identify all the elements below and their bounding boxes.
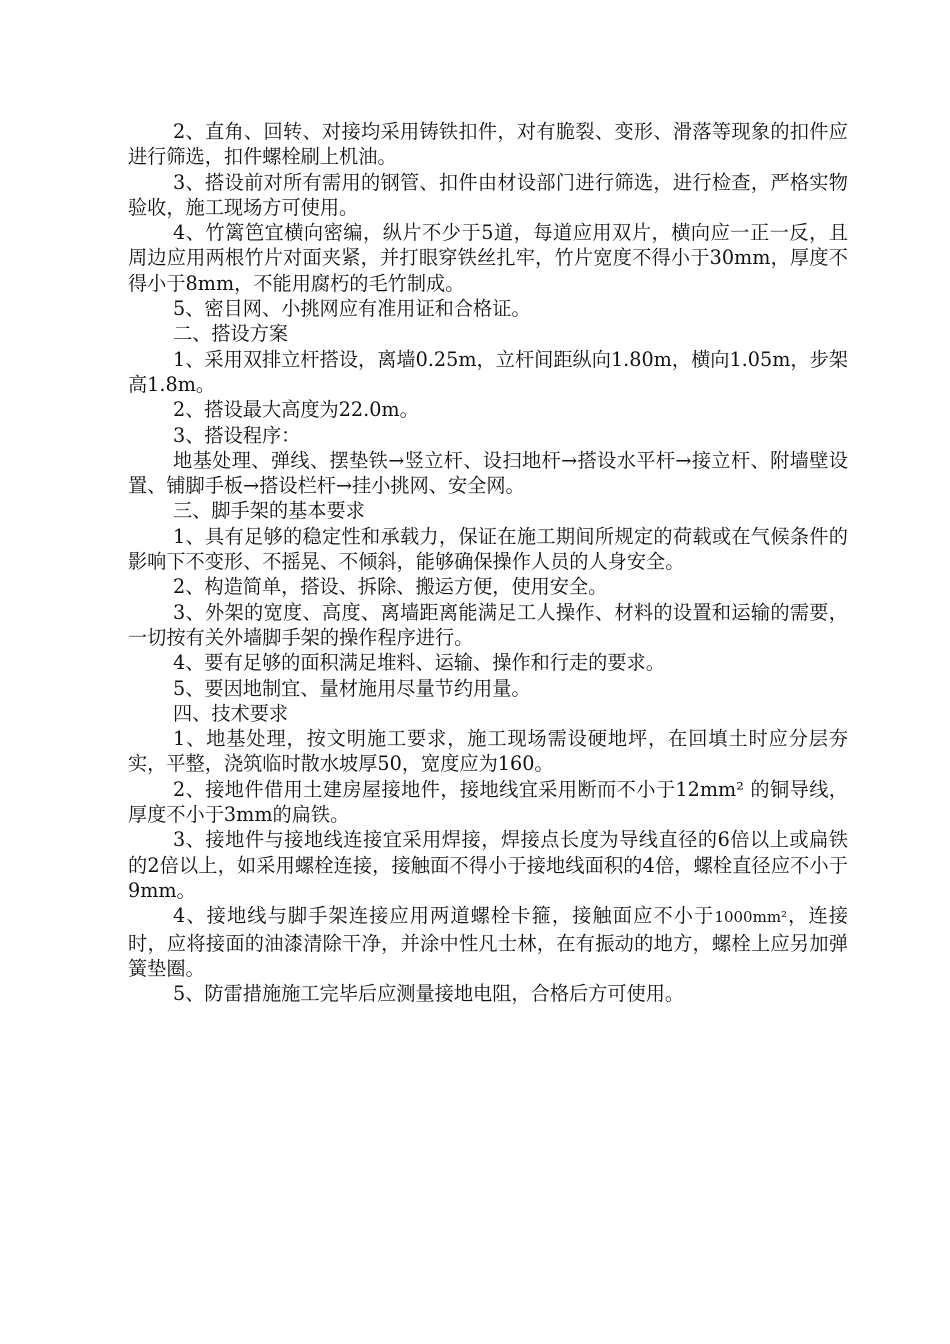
paragraph-tech-4 — [128, 903, 848, 981]
paragraph-materials-2: 2、直角、回转、对接均采用铸铁扣件，对有脆裂、变形、滑落等现象的扣件应进行筛选，扣件螺栓刷上机油。 — [128, 120, 848, 169]
paragraph-materials-3: 3、搭设前对所有需用的钢管、扣件由材设部门进行筛选，进行检查，严格实物验收，施工现场方可使用。 — [128, 170, 848, 219]
tech-4-text-b: ，连接时，应将接面的油漆清除干净，并涂中性凡士林，在有振动的地方，螺栓上应另加弹簧垫圈。 — [128, 904, 848, 980]
document-page — [128, 119, 848, 1006]
section-heading-technical: 四、技术要求 — [173, 701, 289, 725]
tech-4-area-value: 1000mm² — [714, 908, 788, 927]
paragraph-plan-procedure: 地基处理、弹线、摆垫铁→竖立杆、设扫地杆→搭设水平杆→接立杆、附墙壁设置、铺脚手板→搭设栏杆→挂小挑网、安全网。 — [128, 448, 848, 498]
paragraph-req-5: 5、要因地制宜、量材施用尽量节约用量。 — [173, 676, 531, 700]
paragraph-materials-5: 5、密目网、小挑网应有准用证和合格证。 — [173, 297, 531, 321]
paragraph-plan-3: 3、搭设程序： — [173, 423, 301, 447]
paragraph-req-3: 3、外架的宽度、高度、离墙距离能满足工人操作、材料的设置和运输的需要，一切按有关外墙脚手架的操作程序进行。 — [128, 600, 848, 649]
paragraph-tech-2: 2、接地件借用土建房屋接地件，接地线宜采用断而不小于12mm² 的铜导线，厚度不小于3mm的扁铁。 — [128, 777, 848, 827]
paragraph-tech-5: 5、防雷措施施工完毕后应测量接地电阻，合格后方可使用。 — [173, 982, 685, 1006]
paragraph-tech-1: 1、地基处理，按文明施工要求，施工现场需设硬地坪，在回填土时应分层夯实，平整，浇筑临时散水坡厚50，宽度应为160。 — [128, 727, 848, 776]
section-heading-requirements: 三、脚手架的基本要求 — [173, 499, 365, 523]
paragraph-materials-4: 4、竹篱笆宜横向密编，纵片不少于5道，每道应用双片，横向应一正一反，且周边应用两根竹片对面夹紧，并打眼穿铁丝扎牢，竹片宽度不得小于30mm，厚度不得小于8mm，不能用腐朽的毛竹制成。 — [128, 221, 848, 295]
tech-4-text-a: 4、接地线与脚手架连接应用两道螺栓卡箍，接触面应不小于 — [173, 904, 715, 928]
paragraph-plan-2: 2、搭设最大高度为22.0m。 — [173, 398, 419, 422]
paragraph-plan-1: 1、采用双排立杆搭设，离墙0.25m，立杆间距纵向1.80m，横向1.05m，步架高1.8m。 — [128, 347, 848, 396]
paragraph-req-4: 4、要有足够的面积满足堆料、运输、操作和行走的要求。 — [173, 651, 665, 675]
paragraph-req-1: 1、具有足够的稳定性和承载力，保证在施工期间所规定的荷载或在气候条件的影响下不变形、不摇晃、不倾斜，能够确保操作人员的人身安全。 — [128, 524, 848, 574]
paragraph-req-2: 2、构造简单，搭设、拆除、搬运方便，使用安全。 — [173, 575, 608, 599]
section-heading-plan: 二、搭设方案 — [173, 322, 289, 346]
paragraph-tech-3: 3、接地件与接地线连接宜采用焊接，焊接点长度为导线直径的6倍以上或扁铁的2倍以上，如采用螺栓连接，接触面不得小于接地线面积的4倍，螺栓直径应不小于9mm。 — [128, 828, 848, 902]
